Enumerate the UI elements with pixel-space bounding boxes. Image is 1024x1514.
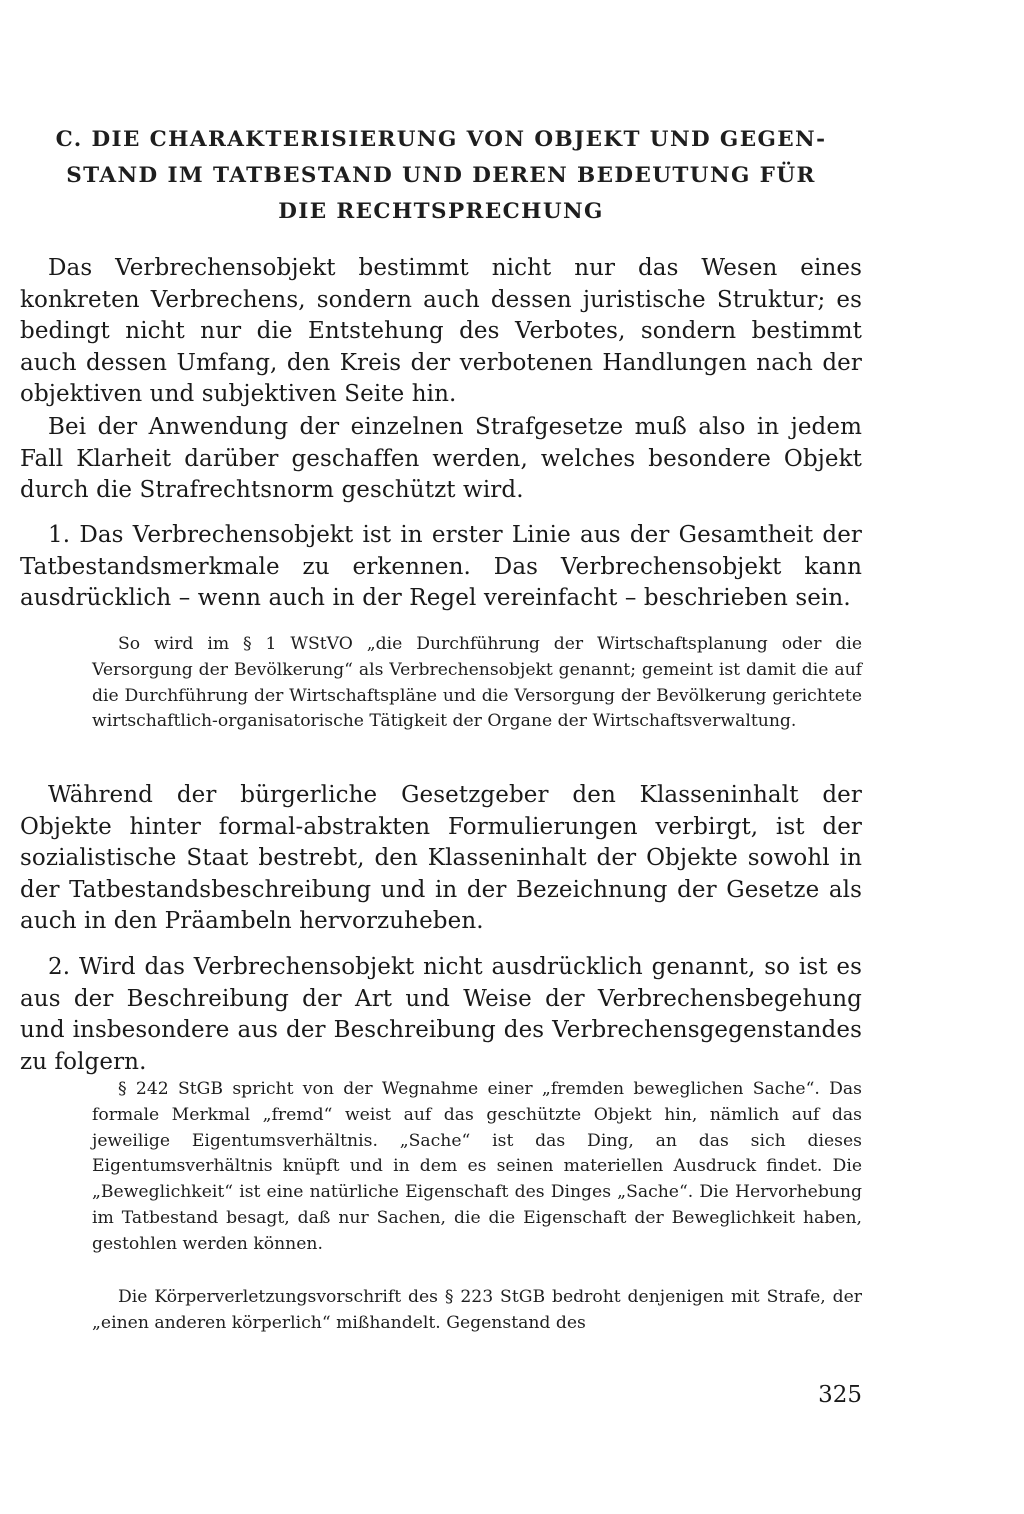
heading-line-2: STAND IM TATBESTAND UND DEREN BEDEUTUNG FÜR xyxy=(66,163,816,188)
note-223-stgb: Die Körperverletzungsvorschrift des § 223 StGB bedroht denjenigen mit Strafe, der „einen anderen körperlich“ mißhandelt. Gegenstand des xyxy=(92,1287,862,1333)
paragraph-application: Bei der Anwendung der einzelnen Strafgesetze muß also in jedem Fall Klarheit darüber geschaffen werden, welches besondere Objekt durch die Strafrechtsnorm geschützt wird. xyxy=(20,414,862,503)
section-heading xyxy=(18,122,864,230)
paragraph-class-content: Während der bürgerliche Gesetzgeber den Klasseninhalt der Objekte hinter formal-abstrakten Formulierungen verbirgt, ist der sozialistische Staat bestrebt, den Klasseninhalt der Objekte sowohl in der Tatbestandsbeschreibung und in der Bezeichnung der Gesetze als auch in den Präambeln hervorzuheben. xyxy=(20,782,862,934)
note-242-stgb: § 242 StGB spricht von der Wegnahme einer „fremden beweglichen Sache“. Das formale Merkmal „fremd“ weist auf das geschützte Objekt hin, nämlich auf das jeweilige Eigentumsverhältnis. „Sache“ ist das Ding, an das sich dieses Eigentumsverhältnis knüpft und in dem es seinen materiellen Ausdruck findet. Die „Beweglichkeit“ ist eine natürliche Eigenschaft des Dinges „Sache“. Die Hervorhebung im Tatbestand besagt, daß nur Sachen, die die Eigenschaft der Beweglichkeit haben, gestohlen werden können. xyxy=(92,1079,862,1254)
paragraph-point-2: 2. Wird das Verbrechensobjekt nicht ausdrücklich genannt, so ist es aus der Beschreibung der Art und Weise der Verbrechensbegehung und insbesondere aus der Beschreibung des Verbrechensgegenstandes zu folgern. xyxy=(20,954,862,1075)
note-wstvo: So wird im § 1 WStVO „die Durchführung der Wirtschaftsplanung oder die Versorgung der Bevölkerung“ als Verbrechensobjekt genannt; gemeint ist damit die auf die Durchführung der Wirtschaftspläne und die Versorgung der Bevölkerung gerichtete wirtschaftlich-organisatorische Tätigkeit der Organe der Wirtschaftsverwaltung. xyxy=(92,634,862,732)
page-number: 325 xyxy=(818,1382,862,1408)
paragraph-object-essence: Das Verbrechensobjekt bestimmt nicht nur das Wesen eines konkreten Verbrechens, sondern auch dessen juristische Struktur; es bedingt nicht nur die Entstehung des Verbotes, sondern bestimmt auch dessen Umfang, den Kreis der verbotenen Handlungen nach der objektiven und subjektiven Seite hin. xyxy=(20,255,862,407)
heading-line-1: C. DIE CHARAKTERISIERUNG VON OBJEKT UND GEGEN- xyxy=(55,127,827,152)
paragraph-point-1: 1. Das Verbrechensobjekt ist in erster Linie aus der Gesamtheit der Tatbestandsmerkmale zu erkennen. Das Verbrechensobjekt kann ausdrücklich – wenn auch in der Regel vereinfacht – beschrieben sein. xyxy=(20,522,862,611)
heading-line-3: DIE RECHTSPRECHUNG xyxy=(278,199,604,224)
